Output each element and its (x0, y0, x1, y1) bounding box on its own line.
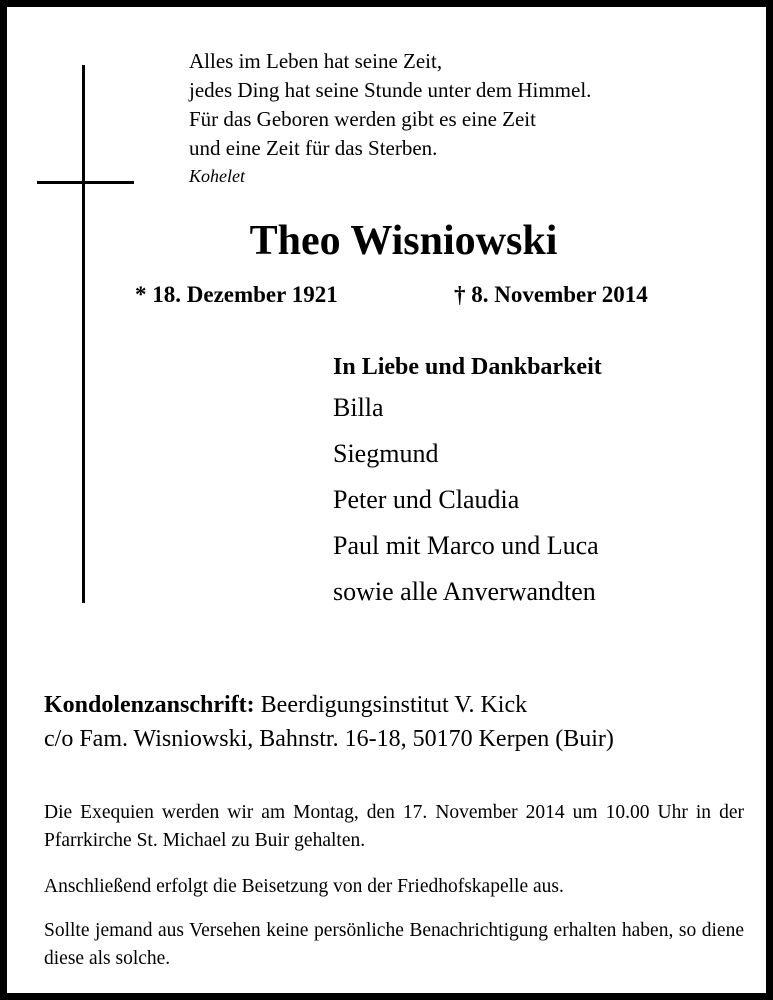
condolence-row (44, 688, 614, 722)
quote-line: Alles im Leben hat seine Zeit, (189, 49, 443, 73)
mourner-name: Siegmund (333, 439, 439, 468)
cross-icon-vertical (82, 65, 85, 603)
condolence-address (44, 688, 614, 756)
death-date: † 8. November 2014 (454, 282, 648, 307)
cross-icon-horizontal (37, 181, 134, 184)
quote-line: Für das Geboren werden gibt es eine Zeit (189, 107, 536, 131)
mourner-name: sowie alle Anverwandten (333, 577, 596, 606)
quote-line: jedes Ding hat seine Stunde unter dem Himmel. (189, 78, 592, 102)
condolence-line1: Beerdigungsinstitut V. Kick (260, 692, 528, 718)
bible-quote (189, 47, 591, 189)
notice-burial: Anschließend erfolgt die Beisetzung von der Friedhofskapelle aus. (44, 876, 564, 897)
mourner-name: Billa (333, 393, 384, 422)
mourners-heading: In Liebe und Dankbarkeit (333, 354, 602, 380)
quote-source: Kohelet (189, 166, 245, 186)
mourner-name: Peter und Claudia (333, 485, 520, 514)
notice-notification: Sollte jemand aus Versehen keine persönliche Benachrichtigung erhalten haben, so diene diese als solche. (44, 920, 744, 969)
mourner-name: Paul mit Marco und Luca (333, 531, 599, 560)
mourners-block (333, 349, 602, 615)
quote-line: und eine Zeit für das Sterben. (189, 136, 438, 160)
deceased-name: Theo Wisniowski (249, 218, 558, 264)
birth-date: * 18. Dezember 1921 (135, 282, 338, 307)
condolence-label: Kondolenzanschrift: (44, 692, 255, 718)
notice-exequien: Die Exequien werden wir am Montag, den 17. November 2014 um 10.00 Uhr in der Pfarrkirche St. Michael zu Buir gehalten. (44, 802, 744, 851)
condolence-line2: c/o Fam. Wisniowski, Bahnstr. 16-18, 50170 Kerpen (Buir) (44, 726, 614, 752)
